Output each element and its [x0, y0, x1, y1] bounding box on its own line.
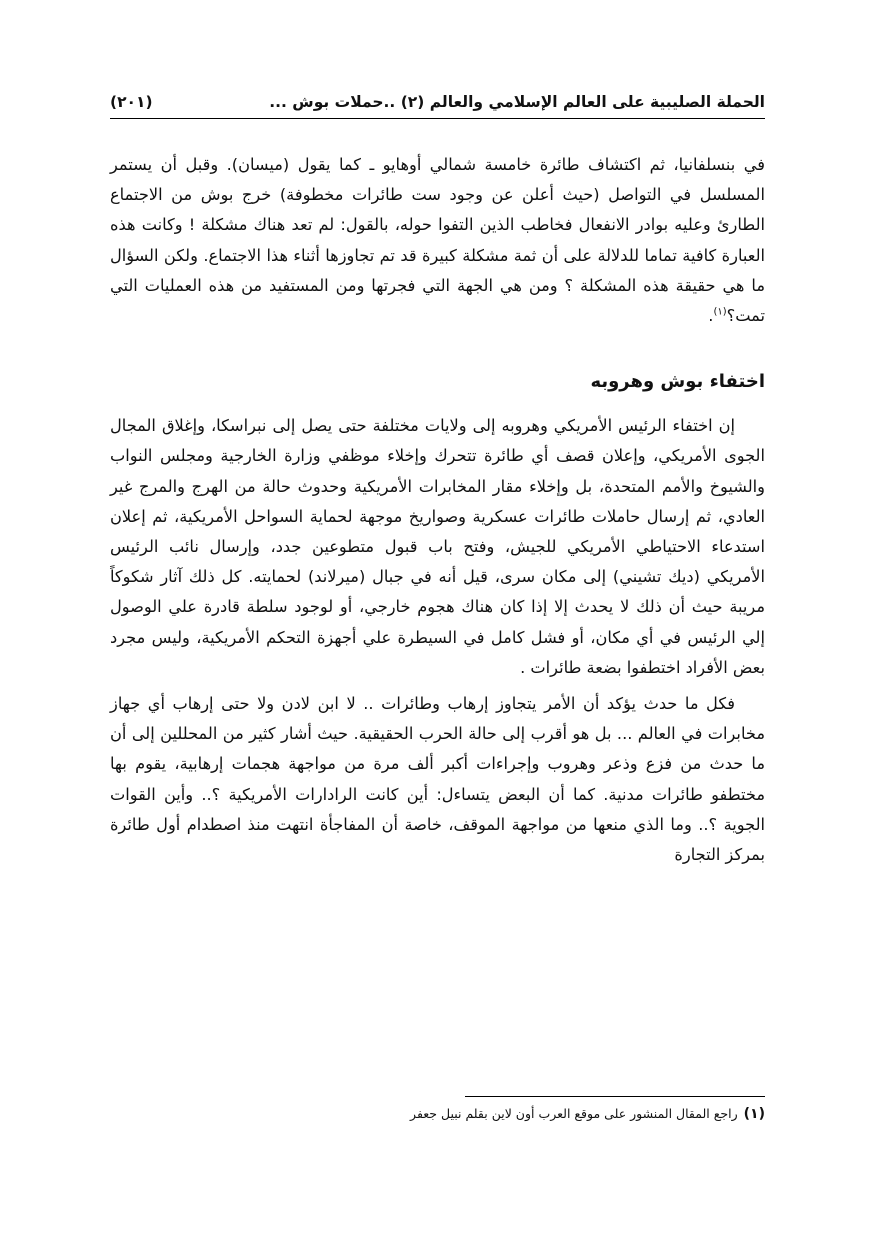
footnote-divider	[465, 1096, 765, 1097]
intro-text: في بنسلفانيا، ثم اكتشاف طائرة خامسة شمالي أوهايو ـ كما يقول (ميسان). وقبل أن يستمر المسلسل في التواصل (حيث أعلن عن وجود ست طائرات مخطوفة) خرج بوش من الاجتماع الطارئ وعليه بوادر الانفعال فخاطب الذين التفوا حوله، بالقول: لم تعد هناك مشكلة ! وكانت هذه العبارة كافية تماما للدلالة على أن ثمة مشكلة كبيرة قد تم تجاوزها أثناء هذا الاجتماع. ولكن السؤال ما هي حقيقة هذه المشكلة ؟ ومن هي الجهة التي فجرتها ومن المستفيد من هذه العمليات التي تمت؟	[110, 155, 765, 326]
footnote-text: راجع المقال المنشور على موقع العرب أون لاين بقلم نبيل جعفر	[410, 1106, 738, 1121]
running-header	[110, 90, 765, 119]
header-title: الحملة الصليبية على العالم الإسلامي والعالم (٢) ..حملات بوش ...	[269, 93, 765, 111]
intro-paragraph	[110, 150, 765, 331]
footnote-marker: (١)	[743, 1106, 765, 1122]
body-paragraph: إن اختفاء الرئيس الأمريكي وهروبه إلى ولايات مختلفة حتى يصل إلى نبراسكا، وإغلاق المجال الجوى الأمريكي، وإعلان قصف أي طائرة تتحرك وإخلاء موظفي وزارة الخارجية ومجلس النواب والشيوخ والأمم المتحدة، بل وإخلاء مقار المخابرات الأمريكية وحدوث حالة من الهرج والمرج غير العادي، ثم إرسال حاملات طائرات عسكرية وصواريخ موجهة لحماية السواحل الأمريكية، ثم إعلان استدعاء الاحتياطي الأمريكي للجيش، وفتح باب قبول متطوعين جدد، وإرسال نائب الرئيس الأمريكي (ديك تشيني) إلى مكان سرى، قيل أنه في جبال (ميرلاند) لحمايته. كل ذلك آثار شكوكاً مريبة حيث أن ذلك لا يحدث إلا إذا كان هناك هجوم خارجي، أو لوجود سلطة قادرة علي الوصول إلي الرئيس في أي مكان، أو فشل كامل في السيطرة علي أجهزة التحكم الأمريكية، وليس مجرد بعض الأفراد اختطفوا بضعة طائرات .	[110, 416, 765, 677]
page-number: (٢٠١)	[110, 93, 153, 111]
section-heading: اختفاء بوش وهروبه	[590, 371, 765, 393]
intro-end: .	[708, 306, 714, 326]
body-text	[110, 150, 765, 870]
footnote	[110, 1104, 765, 1124]
footnote-reference: (١)	[713, 306, 727, 318]
body-paragraph: فكل ما حدث يؤكد أن الأمر يتجاوز إرهاب وطائرات .. لا ابن لادن ولا حتى إرهاب أي جهاز مخابرات في العالم ... بل هو أقرب إلى حالة الحرب الحقيقية. حيث أشار كثير من المحللين إلى أن ما حدث من فزع وذعر وهروب وإجراءات أكبر ألف مرة من مواجهة هجمات إرهابية، يقوم بها مختطفو طائرات مدنية. كما أن البعض يتساءل: أين كانت الرادارات الأمريكية ؟.. وأين القوات الجوية ؟.. وما الذي منعها من مواجهة الموقف، خاصة أن المفاجأة انتهت منذ اصطدام أول طائرة بمركز التجارة	[110, 694, 765, 865]
